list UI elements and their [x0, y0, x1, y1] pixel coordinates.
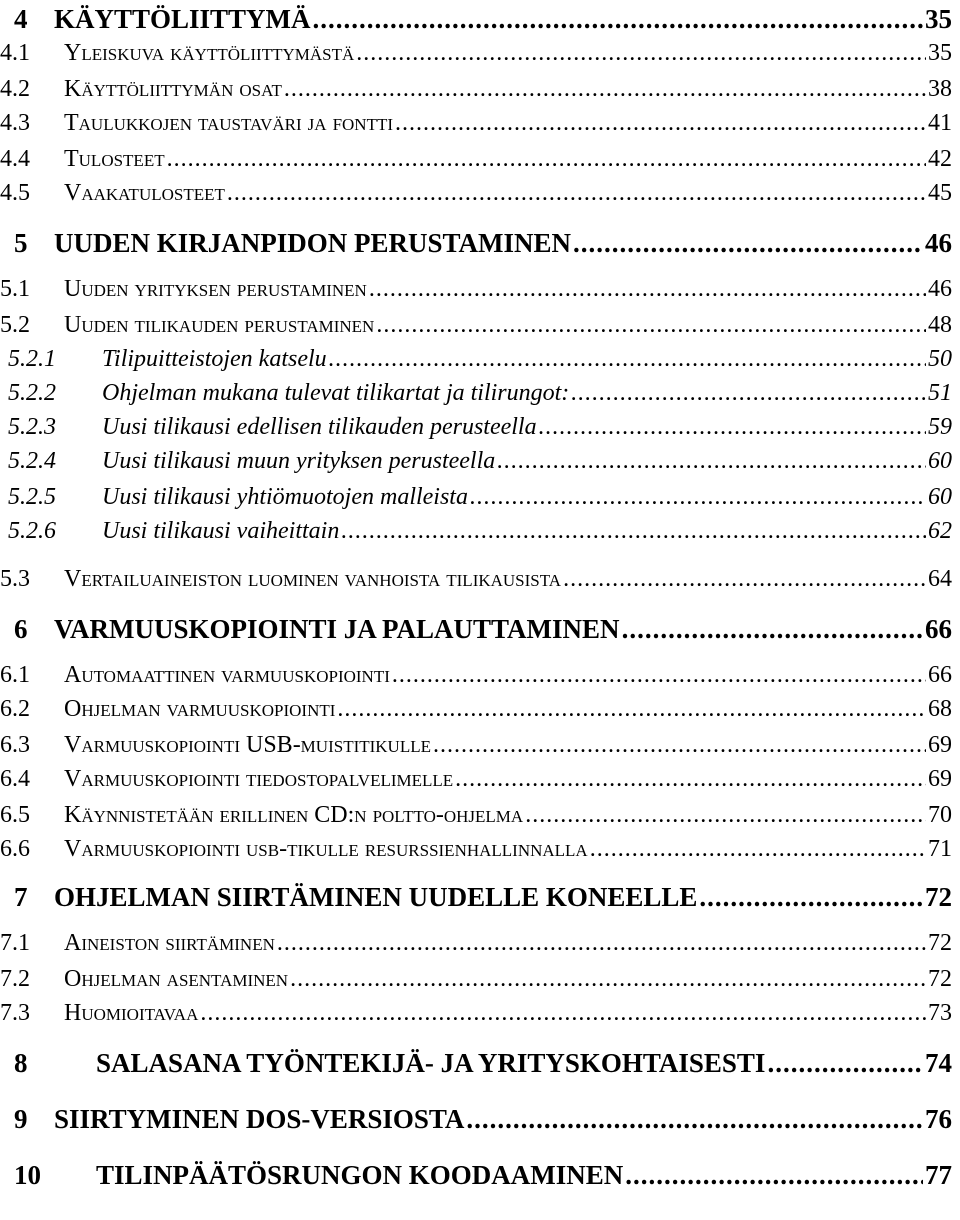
- toc-entry[interactable]: [0, 696, 952, 723]
- toc-entry-title: Tilipuitteistojen katselu: [102, 346, 327, 372]
- toc-entry[interactable]: [0, 966, 952, 993]
- toc-entry[interactable]: [8, 414, 952, 441]
- toc-entry-title: TILINPÄÄTÖSRUNGON KOODAAMINEN: [96, 1160, 624, 1190]
- toc-entry[interactable]: [14, 228, 952, 259]
- toc-entry[interactable]: [14, 1160, 952, 1191]
- toc-entry[interactable]: [0, 312, 952, 339]
- toc-entry-number: 6.4: [0, 766, 30, 792]
- toc-entry-page-number: 46: [925, 228, 952, 258]
- toc-entry-title: Uuden yrityksen perustaminen: [64, 276, 367, 302]
- toc-entry-number: 6.1: [0, 662, 30, 688]
- toc-entry-page-number: 77: [925, 1160, 952, 1190]
- toc-entry-number: 4: [14, 4, 28, 34]
- toc-entry[interactable]: [8, 518, 952, 545]
- toc-dot-leader: [539, 414, 926, 441]
- toc-entry-title: OHJELMAN SIIRTÄMINEN UUDELLE KONEELLE: [54, 882, 698, 912]
- toc-dot-leader: [395, 110, 926, 137]
- toc-entry-title: Tulosteet: [64, 146, 165, 172]
- toc-entry-page-number: 42: [928, 146, 952, 172]
- toc-entry[interactable]: [0, 930, 952, 957]
- toc-dot-leader: [625, 1160, 923, 1191]
- toc-entry-number: 4.4: [0, 146, 30, 172]
- toc-entry[interactable]: [0, 732, 952, 759]
- toc-entry-page-number: 72: [928, 966, 952, 992]
- toc-entry[interactable]: [14, 4, 952, 35]
- toc-entry-page-number: 59: [928, 414, 952, 440]
- toc-entry-page-number: 62: [928, 518, 952, 544]
- toc-entry-number: 10: [14, 1160, 41, 1190]
- toc-entry-title: Varmuuskopiointi usb-tikulle resurssienhallinnalla: [64, 836, 588, 862]
- toc-entry[interactable]: [0, 146, 952, 173]
- toc-entry-title: VARMUUSKOPIOINTI JA PALAUTTAMINEN: [54, 614, 620, 644]
- toc-dot-leader: [376, 312, 926, 339]
- toc-entry-number: 5.2: [0, 312, 30, 338]
- toc-entry-page-number: 72: [925, 882, 952, 912]
- toc-entry-title: Vaakatulosteet: [64, 180, 225, 206]
- toc-entry-page-number: 72: [928, 930, 952, 956]
- toc-dot-leader: [767, 1048, 923, 1079]
- toc-entry-page-number: 69: [928, 732, 952, 758]
- toc-dot-leader: [571, 380, 926, 407]
- toc-entry-page-number: 74: [925, 1048, 952, 1078]
- toc-entry[interactable]: [0, 180, 952, 207]
- toc-dot-leader: [392, 662, 926, 689]
- toc-entry-title: Ohjelman mukana tulevat tilikartat ja tilirungot:: [102, 380, 570, 406]
- toc-entry-page-number: 38: [928, 76, 952, 102]
- toc-entry-page-number: 66: [928, 662, 952, 688]
- toc-entry[interactable]: [14, 1048, 952, 1079]
- toc-entry[interactable]: [0, 802, 952, 829]
- toc-entry-page-number: 70: [928, 802, 952, 828]
- toc-entry-page-number: 48: [928, 312, 952, 338]
- toc-entry-title: Vertailuaineiston luominen vanhoista tilikausista: [64, 566, 562, 592]
- toc-entry-number: 5.2.4: [8, 448, 56, 474]
- toc-entry-title: Ohjelman asentaminen: [64, 966, 289, 992]
- toc-entry-number: 5: [14, 228, 28, 258]
- toc-entry-title: KÄYTTÖLIITTYMÄ: [54, 4, 311, 34]
- toc-dot-leader: [455, 766, 926, 793]
- toc-dot-leader: [466, 1104, 923, 1135]
- toc-entry-title: Uusi tilikausi vaiheittain: [102, 518, 340, 544]
- toc-entry-number: 6.3: [0, 732, 30, 758]
- toc-dot-leader: [470, 484, 926, 511]
- toc-entry-title: Uusi tilikausi yhtiömuotojen malleista: [102, 484, 468, 510]
- toc-entry-number: 6: [14, 614, 28, 644]
- toc-entry-title: Varmuuskopiointi USB-muistitikulle: [64, 732, 431, 758]
- toc-dot-leader: [573, 228, 923, 259]
- toc-entry-title: Käynnistetään erillinen CD:n poltto-ohjelma: [64, 802, 524, 828]
- toc-dot-leader: [622, 614, 923, 645]
- toc-entry-page-number: 50: [928, 346, 952, 372]
- toc-entry-page-number: 71: [928, 836, 952, 862]
- toc-entry[interactable]: [14, 1104, 952, 1135]
- toc-entry-title: Huomioitavaa: [64, 1000, 199, 1026]
- toc-entry[interactable]: [0, 76, 952, 103]
- toc-entry-page-number: 35: [928, 40, 952, 66]
- toc-entry-page-number: 51: [928, 380, 952, 406]
- toc-entry-number: 7: [14, 882, 28, 912]
- toc-entry[interactable]: [0, 1000, 952, 1027]
- toc-dot-leader: [497, 448, 926, 475]
- toc-entry-title: SIIRTYMINEN DOS-VERSIOSTA: [54, 1104, 465, 1134]
- toc-entry-page-number: 66: [925, 614, 952, 644]
- toc-entry-page-number: 69: [928, 766, 952, 792]
- toc-entry-title: Yleiskuva käyttöliittymästä: [64, 40, 355, 66]
- toc-entry[interactable]: [0, 566, 952, 593]
- toc-dot-leader: [563, 566, 926, 593]
- toc-dot-leader: [167, 146, 926, 173]
- toc-entry-page-number: 41: [928, 110, 952, 136]
- toc-dot-leader: [525, 802, 926, 829]
- toc-entry[interactable]: [8, 380, 952, 407]
- toc-entry-number: 7.1: [0, 930, 30, 956]
- toc-entry-number: 5.2.5: [8, 484, 56, 510]
- toc-entry[interactable]: [0, 766, 952, 793]
- toc-entry-number: 5.1: [0, 276, 30, 302]
- toc-entry-page-number: 64: [928, 566, 952, 592]
- toc-entry-title: Taulukkojen taustaväri ja fontti: [64, 110, 394, 136]
- toc-entry-number: 8: [14, 1048, 28, 1078]
- toc-entry[interactable]: [0, 40, 952, 67]
- toc-entry-title: Käyttöliittymän osat: [64, 76, 282, 102]
- toc-dot-leader: [590, 836, 926, 863]
- toc-entry-page-number: 45: [928, 180, 952, 206]
- toc-dot-leader: [356, 40, 926, 67]
- toc-entry-number: 7.3: [0, 1000, 30, 1026]
- toc-entry[interactable]: [8, 346, 952, 373]
- toc-entry-number: 4.1: [0, 40, 30, 66]
- toc-entry-number: 5.2.3: [8, 414, 56, 440]
- toc-entry-number: 4.2: [0, 76, 30, 102]
- toc-entry-number: 7.2: [0, 966, 30, 992]
- toc-entry-number: 5.2.6: [8, 518, 56, 544]
- toc-entry-page-number: 73: [928, 1000, 952, 1026]
- toc-entry-number: 6.6: [0, 836, 30, 862]
- toc-entry[interactable]: [0, 110, 952, 137]
- toc-entry-page-number: 35: [925, 4, 952, 34]
- toc-dot-leader: [329, 346, 926, 373]
- toc-entry-title: Ohjelman varmuuskopiointi: [64, 696, 336, 722]
- toc-entry-number: 5.2.2: [8, 380, 56, 406]
- toc-entry-number: 5.2.1: [8, 346, 56, 372]
- toc-entry-page-number: 76: [925, 1104, 952, 1134]
- toc-entry-title: Uuden tilikauden perustaminen: [64, 312, 375, 338]
- toc-dot-leader: [337, 696, 926, 723]
- toc-dot-leader: [433, 732, 926, 759]
- toc-dot-leader: [341, 518, 926, 545]
- toc-entry-page-number: 60: [928, 448, 952, 474]
- toc-entry[interactable]: [14, 882, 952, 913]
- toc-entry-number: 9: [14, 1104, 28, 1134]
- toc-entry-title: Automaattinen varmuuskopiointi: [64, 662, 390, 688]
- toc-dot-leader: [200, 1000, 926, 1027]
- toc-entry-number: 6.5: [0, 802, 30, 828]
- toc-entry[interactable]: [14, 614, 952, 645]
- toc-dot-leader: [227, 180, 926, 207]
- toc-dot-leader: [369, 276, 926, 303]
- toc-entry-number: 6.2: [0, 696, 30, 722]
- toc-entry-number: 4.5: [0, 180, 30, 206]
- toc-entry-page-number: 46: [928, 276, 952, 302]
- toc-entry[interactable]: [8, 484, 952, 511]
- toc-entry[interactable]: [0, 836, 952, 863]
- toc-dot-leader: [313, 4, 923, 35]
- toc-dot-leader: [284, 76, 926, 103]
- toc-entry-title: Uusi tilikausi edellisen tilikauden perusteella: [102, 414, 537, 440]
- toc-entry-number: 5.3: [0, 566, 30, 592]
- toc-entry-title: Aineiston siirtäminen: [64, 930, 275, 956]
- toc-dot-leader: [699, 882, 923, 913]
- toc-dot-leader: [277, 930, 926, 957]
- toc-entry-title: Varmuuskopiointi tiedostopalvelimelle: [64, 766, 454, 792]
- toc-entry-page-number: 60: [928, 484, 952, 510]
- toc-entry[interactable]: [0, 276, 952, 303]
- toc-entry-number: 4.3: [0, 110, 30, 136]
- toc-entry-title: Uusi tilikausi muun yrityksen perusteella: [102, 448, 496, 474]
- toc-entry[interactable]: [0, 662, 952, 689]
- toc-dot-leader: [290, 966, 926, 993]
- toc-entry-title: UUDEN KIRJANPIDON PERUSTAMINEN: [54, 228, 572, 258]
- toc-entry-title: SALASANA TYÖNTEKIJÄ- JA YRITYSKOHTAISESTI: [96, 1048, 766, 1078]
- toc-entry-page-number: 68: [928, 696, 952, 722]
- toc-entry[interactable]: [8, 448, 952, 475]
